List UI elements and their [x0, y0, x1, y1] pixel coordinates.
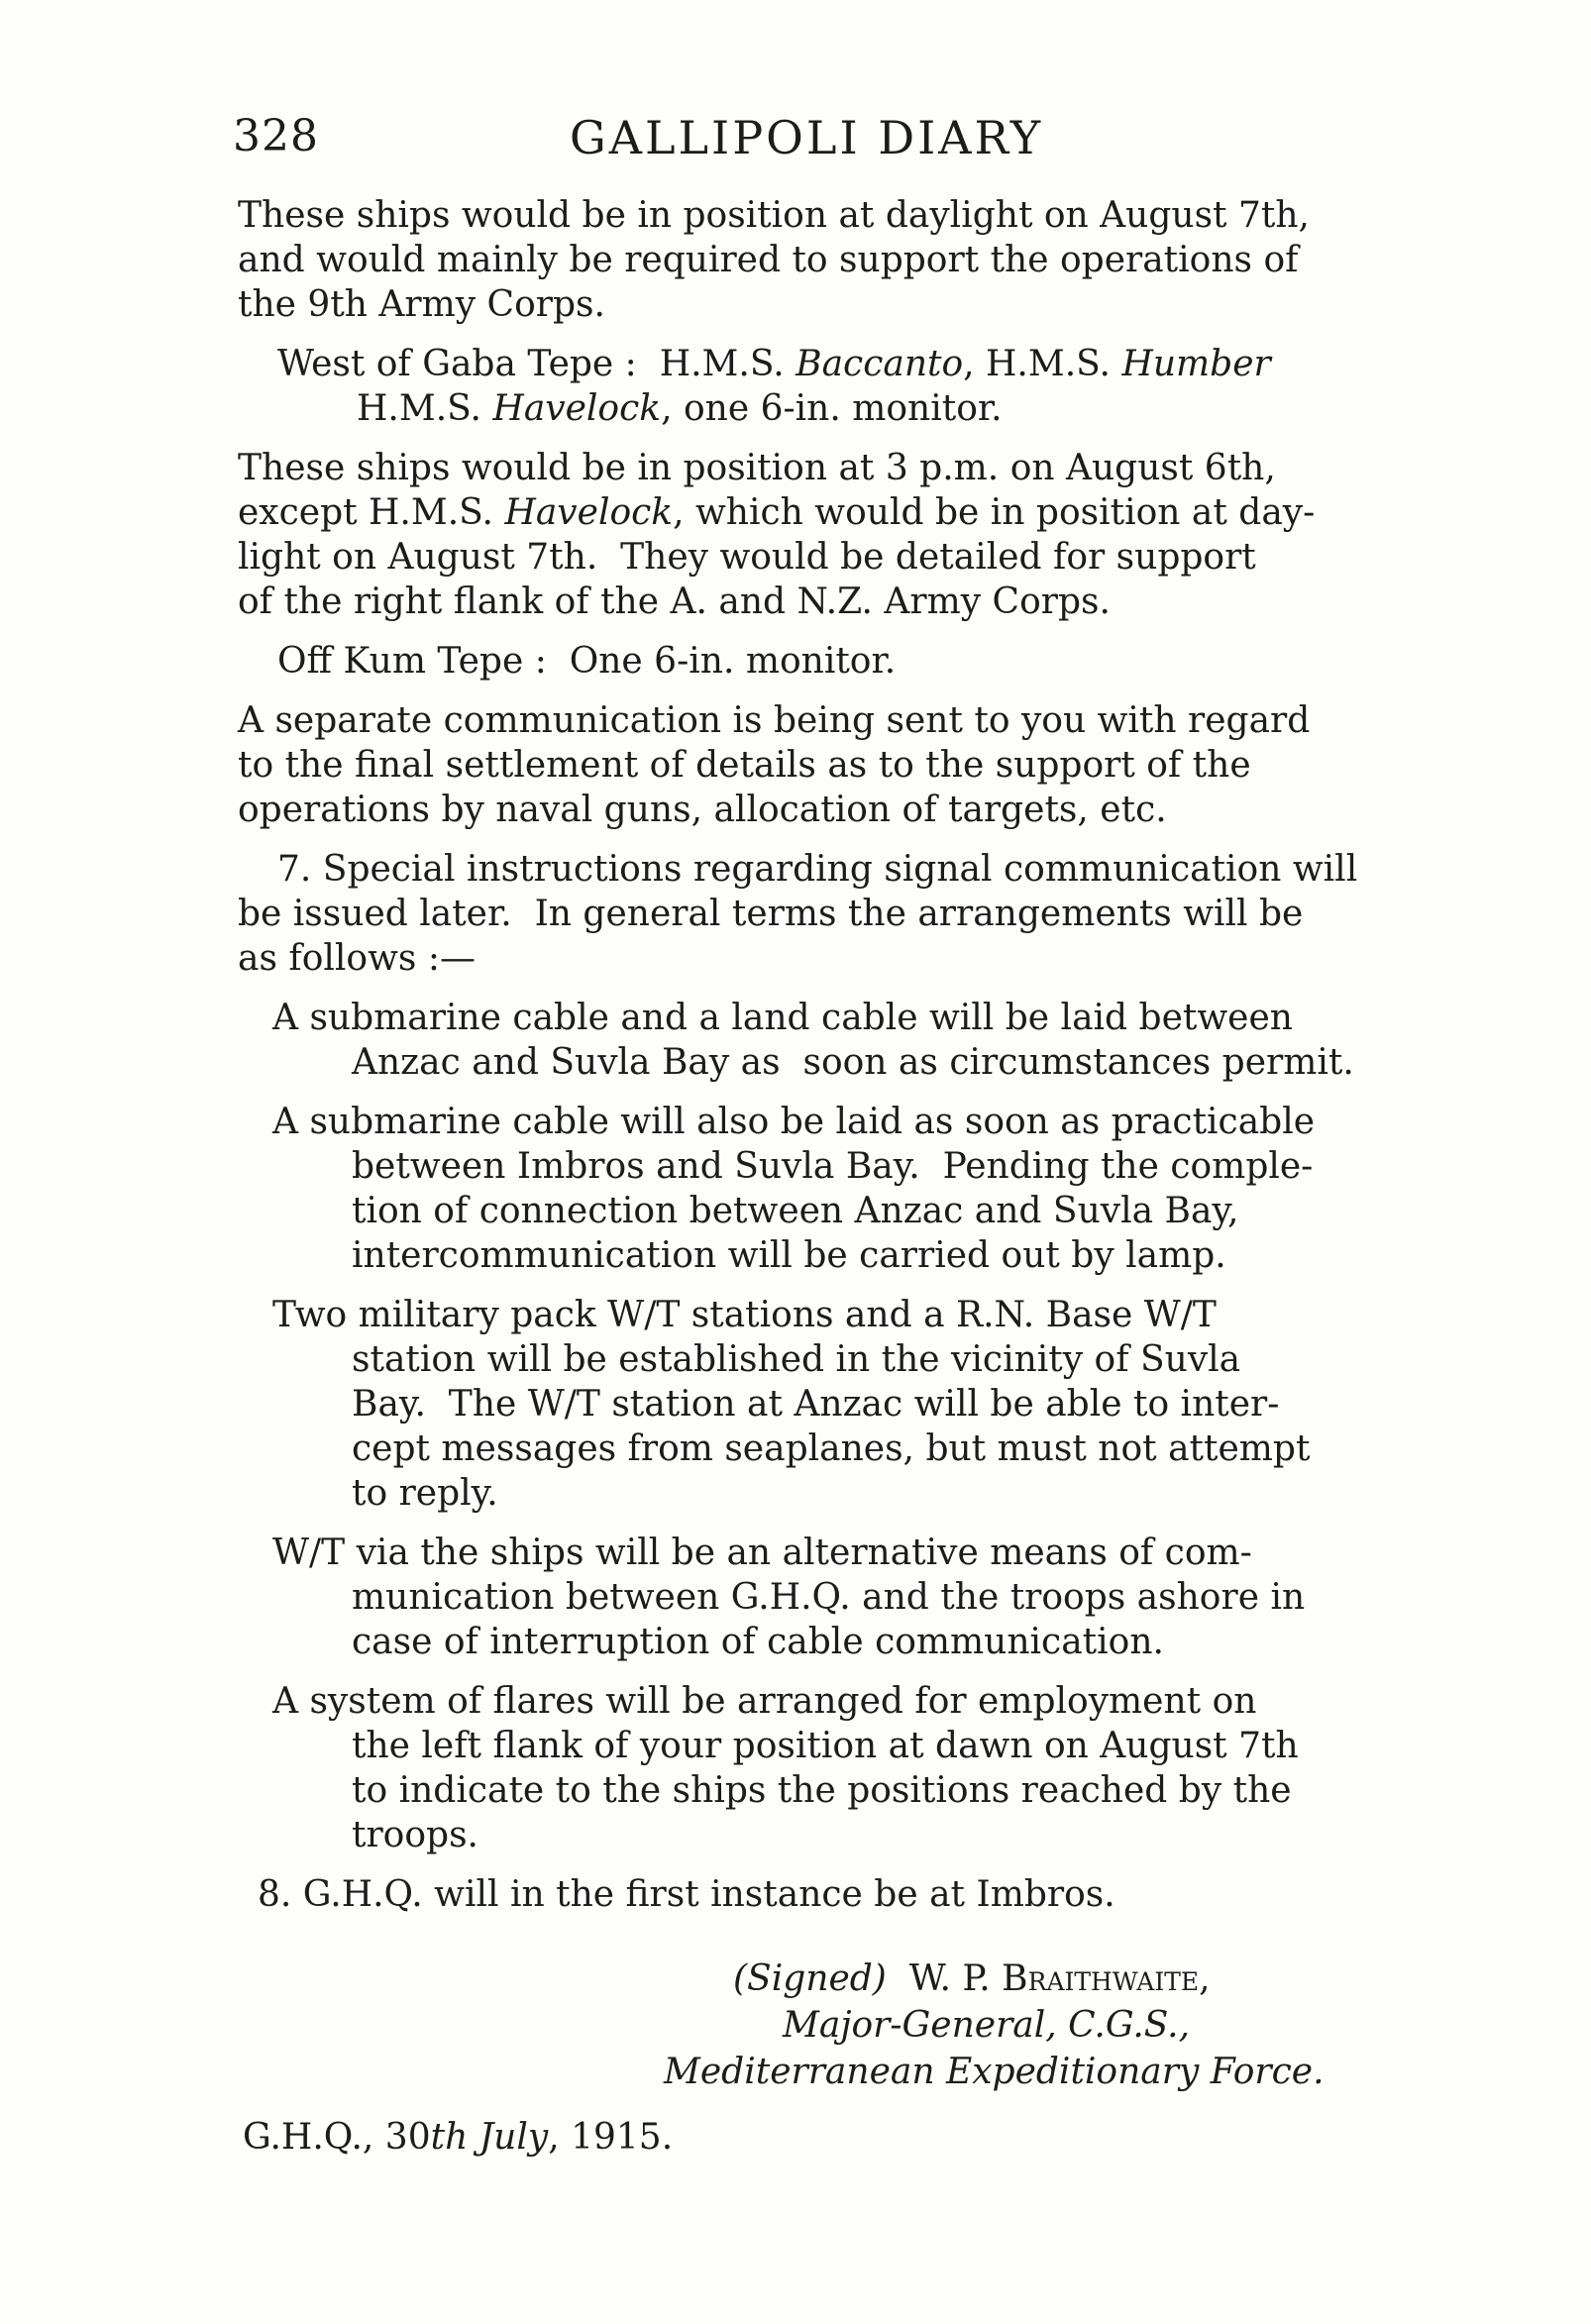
- p1-line-1: These ships would be in position at daylight on August 7th,: [238, 195, 1310, 236]
- item-2-line-1: A submarine cable will also be laid as soon as practicable: [272, 1102, 1316, 1142]
- p2-line-3: light on August 7th. They would be detailed for support: [238, 537, 1256, 578]
- kum-tepe-line: Off Kum Tepe : One 6-in. monitor.: [277, 641, 897, 682]
- ship-baccanto: Baccanto: [796, 344, 964, 384]
- running-title: GALLIPOLI DIARY: [570, 111, 1044, 164]
- p2-line-4: of the right flank of the A. and N.Z. Army Corps.: [238, 581, 1111, 622]
- gaba-line2-pre: H.M.S.: [357, 388, 493, 429]
- p2-line2-pre: except H.M.S.: [238, 492, 505, 533]
- signatory-name: W. P. Braithwaite,: [908, 1958, 1211, 1999]
- p1-line-3: the 9th Army Corps.: [238, 284, 605, 325]
- item-5-line-4: troops.: [352, 1815, 478, 1855]
- item-4-line-3: case of interruption of cable communication.: [352, 1622, 1164, 1662]
- page-header: [233, 111, 1382, 170]
- gaba-line2-post: , one 6-in. monitor.: [661, 388, 1003, 429]
- p3-line-2: to the final settlement of details as to the support of the: [238, 745, 1251, 786]
- item-3-line-2: station will be established in the vicinity of Suvla: [352, 1339, 1241, 1380]
- p7-line-1: 7. Special instructions regarding signal communication will: [277, 849, 1358, 890]
- signature-line-1: [733, 1956, 1211, 2001]
- dateline-month: July: [468, 2117, 549, 2158]
- signed-label: (Signed): [733, 1958, 887, 1999]
- dateline-year: , 1915.: [548, 2117, 674, 2158]
- item-3-line-4: cept messages from seaplanes, but must not attempt: [352, 1428, 1311, 1469]
- p3-line-3: operations by naval guns, allocation of targets, etc.: [238, 790, 1167, 830]
- ship-havelock: Havelock: [492, 388, 662, 429]
- p8-line: 8. G.H.Q. will in the first instance be at Imbros.: [258, 1874, 1115, 1915]
- item-5-line-3: to indicate to the ships the positions reached by the: [352, 1770, 1292, 1811]
- p7-line-3: as follows :—: [238, 938, 476, 979]
- ship-humber: Humber: [1121, 344, 1271, 384]
- gaba-mid: , H.M.S.: [963, 344, 1122, 384]
- signatory-rank: Major-General, C.G.S.,: [783, 2005, 1191, 2046]
- gaba-lead: West of Gaba Tepe : H.M.S.: [277, 344, 796, 384]
- p2-line2-post: , which would be in position at day-: [673, 492, 1316, 533]
- p2-line-2: [238, 490, 1315, 535]
- dateline: [243, 2115, 673, 2160]
- p2-ship-havelock: Havelock: [504, 492, 674, 533]
- item-2-line-2: between Imbros and Suvla Bay. Pending the comple-: [352, 1146, 1314, 1187]
- item-3-line-3: Bay. The W/T station at Anzac will be able to inter-: [352, 1384, 1280, 1425]
- item-5-line-2: the left flank of your position at dawn on August 7th: [352, 1726, 1299, 1766]
- page-number: 328: [233, 111, 319, 161]
- item-1-line-2: Anzac and Suvla Bay as soon as circumstances permit.: [352, 1042, 1354, 1083]
- p1-line-2: and would mainly be required to support the operations of: [238, 240, 1299, 280]
- dateline-suffix: th: [430, 2117, 469, 2158]
- gaba-line-1: [277, 342, 1271, 386]
- item-2-line-4: intercommunication will be carried out by lamp.: [352, 1235, 1226, 1276]
- item-5-line-1: A system of flares will be arranged for employment on: [272, 1681, 1257, 1722]
- gaba-line-2: [357, 386, 1003, 431]
- item-4-line-1: W/T via the ships will be an alternative means of com-: [272, 1532, 1252, 1573]
- item-4-line-2: munication between G.H.Q. and the troops ashore in: [352, 1577, 1306, 1618]
- item-1-line-1: A submarine cable and a land cable will be laid between: [272, 998, 1293, 1038]
- p3-line-1: A separate communication is being sent to you with regard: [238, 700, 1311, 741]
- item-2-line-3: tion of connection between Anzac and Suvla Bay,: [352, 1191, 1239, 1231]
- dateline-prefix: G.H.Q., 30: [243, 2117, 431, 2158]
- p2-line-1: These ships would be in position at 3 p.m. on August 6th,: [238, 448, 1276, 488]
- item-3-line-1: Two military pack W/T stations and a R.N. Base W/T: [272, 1295, 1217, 1335]
- item-3-line-5: to reply.: [352, 1473, 498, 1514]
- signatory-force: Mediterranean Expeditionary Force.: [664, 2052, 1325, 2092]
- p7-line-2: be issued later. In general terms the arrangements will be: [238, 894, 1304, 934]
